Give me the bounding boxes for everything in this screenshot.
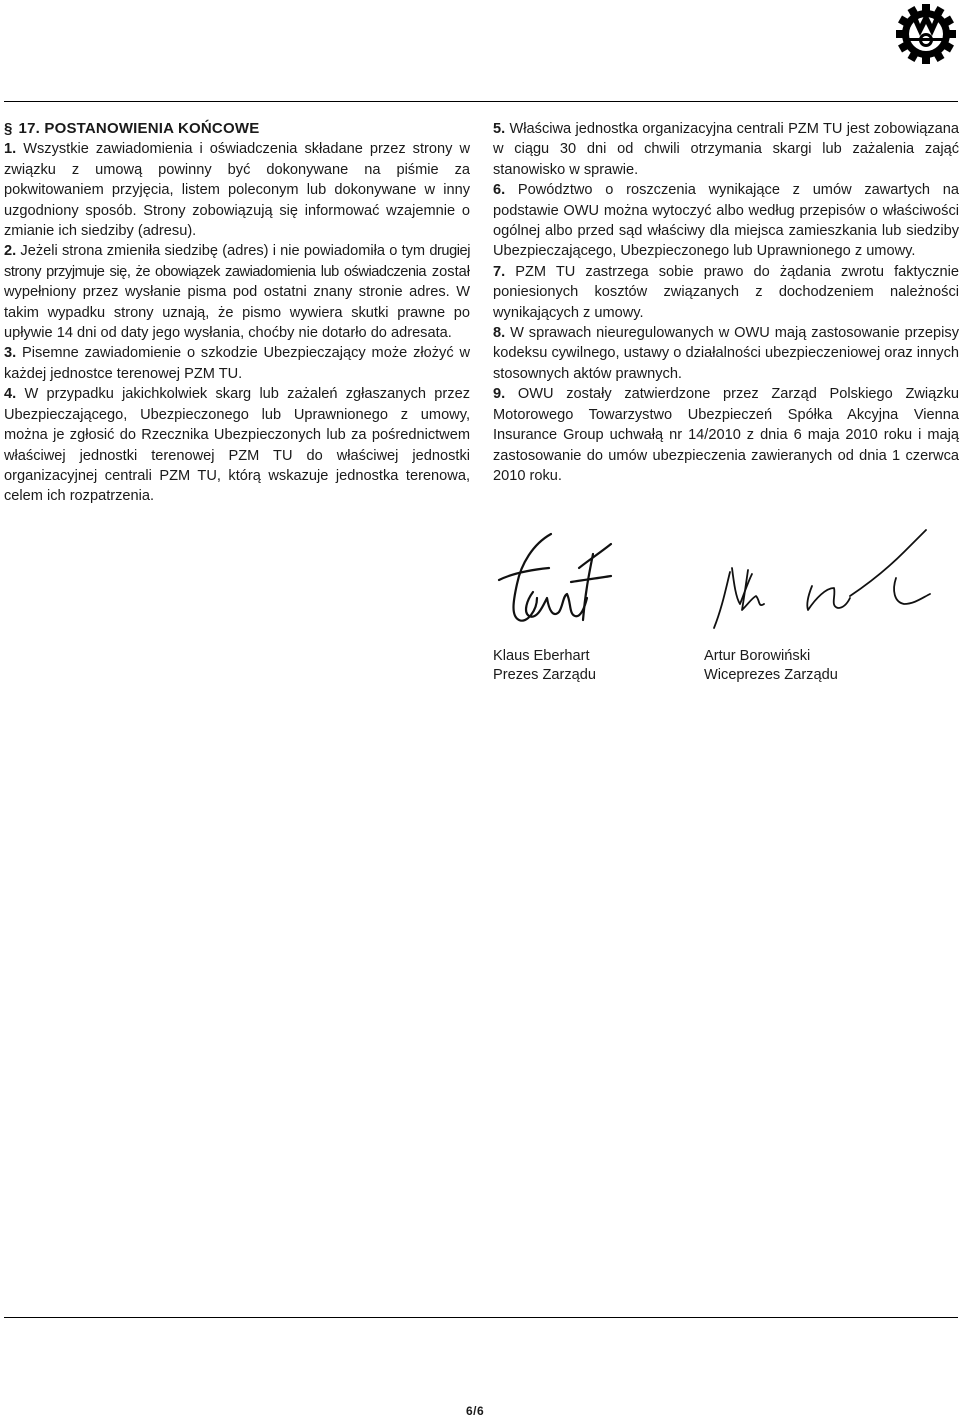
signatory-name: Klaus Eberhart (493, 648, 590, 664)
clause-6 (493, 180, 959, 262)
clause-text: Wszystkie zawiadomienia i oświadczenia składane przez strony w związku z umową powinny być dokonywane na piśmie za pokwitowaniem przyjęcia, listem poleconym lub dokonywane w inny uzgodniony sposób. Strony zobowiązują się informować wzajemnie o zmianie ich siedziby (adresu). (4, 141, 470, 240)
top-divider (4, 101, 958, 102)
section-title: 17. POSTANOWIENIA KOŃCOWE (18, 120, 260, 137)
clause-9 (493, 384, 959, 486)
clause-text-condensed: drugiej strony przyjmuje się, że obowiązek zawiadomienia lub oświadczenia (4, 243, 470, 280)
right-column (493, 119, 959, 486)
pzm-logo-icon (896, 4, 956, 64)
clause-3 (4, 343, 470, 384)
clause-number: 8. (493, 325, 506, 342)
clause-number: 3. (4, 345, 17, 362)
clause-number: 2. (4, 243, 17, 260)
clause-8 (493, 323, 959, 384)
clause-text: Powództwo o roszczenia wynikające z umów zawartych na podstawie OWU można wytoczyć albo według przepisów o właściwości ogólnej albo przed sąd właściwy dla miejsca zamieszkania lub siedziby Ubezpieczającego, Ubezpieczonego lub Uprawnionego z umowy. (493, 182, 959, 260)
clause-1 (4, 139, 470, 241)
signature-2-icon (708, 524, 948, 639)
signatory-name: Artur Borowiński (704, 648, 811, 664)
clause-number: 5. (493, 121, 506, 137)
clause-7 (493, 262, 959, 323)
clause-number: 6. (493, 182, 506, 199)
clause-number: 4. (4, 386, 17, 403)
clause-text: PZM TU zastrzega sobie prawo do żądania zwrotu faktycznie poniesionych kosztów związanych z dochodzeniem należności wynikających z umowy. (493, 263, 959, 321)
clause-text: OWU zostały zatwierdzone przez Zarząd Polskiego Związku Motorowego Towarzystwo Ubezpieczeń Spółka Akcyjna Vienna Insurance Group uchwałą nr 14/2010 z dnia 6 maja 2010 roku i mają zastosowanie do umów ubezpieczenia zawieranych od dnia 1 czerwca 2010 roku. (493, 386, 959, 484)
clause-5 (493, 119, 959, 180)
page-number: 6/6 (466, 1404, 485, 1418)
clause-number: 7. (493, 263, 506, 280)
signature-1-icon (493, 524, 623, 639)
signatory-role: Wiceprezes Zarządu (704, 666, 838, 683)
clause-text: Pisemne zawiadomienie o szkodzie Ubezpieczający może złożyć w każdej jednostce terenowej PZM TU. (4, 345, 470, 382)
signatory-role: Prezes Zarządu (493, 666, 597, 683)
clause-text: został wypełniony przez wysłanie pisma pod ostatni znany stronie adres. W takim wypadku strony uznają, że pismo wywiera skutki prawne po upływie 14 dni od daty jego wysłania, choćby nie dotarło do adresata. (4, 263, 470, 342)
clause-text: W sprawach nieuregulowanych w OWU mają zastosowanie przepisy kodeksu cywilnego, ustawy o działalności ubezpieczeniowej oraz innych stosownych aktów prawnych. (493, 325, 959, 382)
clause-text: Jeżeli strona zmieniła siedzibę (adres) i nie powiadomiła o tym (20, 243, 426, 260)
clause-number: 9. (493, 386, 506, 403)
clause-text: Właściwa jednostka organizacyjna centrali PZM TU jest zobowiązana w ciągu 30 dni od chwili otrzymania skargi lub zażalenia zająć stanowisko w sprawie. (493, 121, 959, 178)
left-column (4, 119, 470, 507)
section-symbol: § (4, 120, 13, 137)
clause-text: W przypadku jakichkolwiek skarg lub zażaleń zgłaszanych przez Ubezpieczającego, Ubezpieczonego lub Uprawnionego z umowy, można je zgłosić do Rzecznika Ubezpieczonych lub za pośrednictwem właściwej jednostki terenowej PZM TU do właściwej jednostki organizacyjnej centrali PZM TU, którą wskazuje jednostka terenowa, celem ich rozpatrzenia. (4, 386, 470, 505)
signatory-1 (493, 647, 596, 684)
section-heading (4, 119, 470, 139)
clause-2 (4, 241, 470, 343)
bottom-divider (4, 1317, 958, 1318)
clause-4 (4, 384, 470, 506)
signatory-2 (704, 647, 838, 684)
clause-number: 1. (4, 141, 17, 158)
